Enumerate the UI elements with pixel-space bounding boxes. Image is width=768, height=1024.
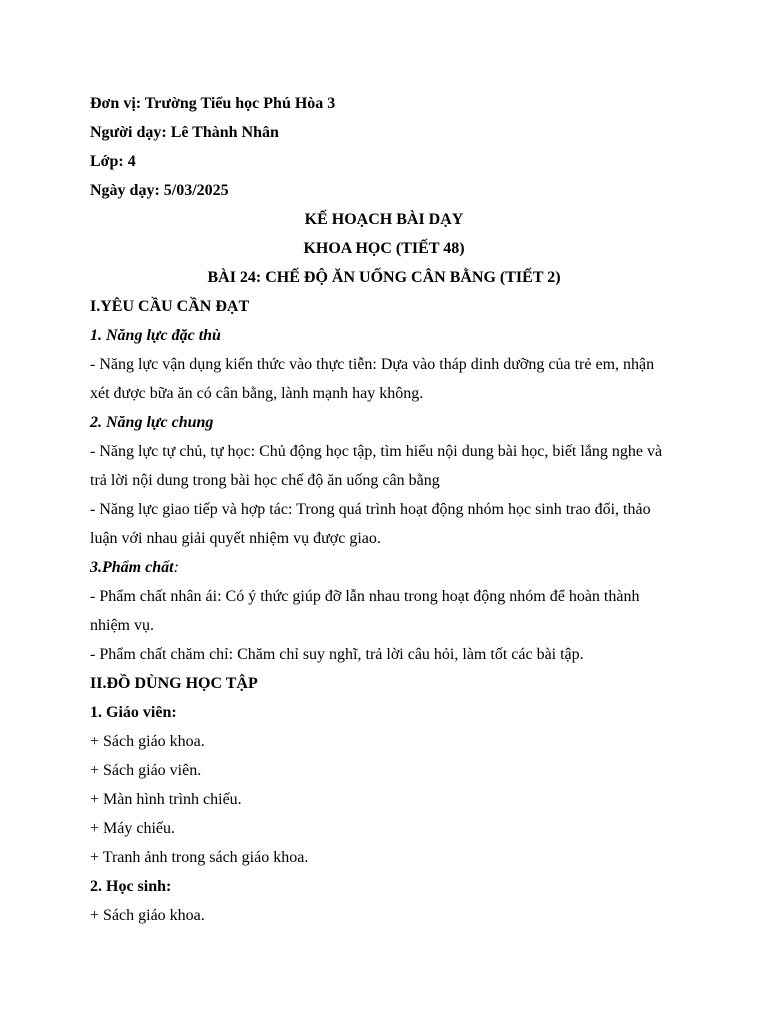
lesson-title: BÀI 24: CHẾ ĐỘ ĂN UỐNG CÂN BẰNG (TIẾT 2) (207, 269, 561, 286)
qualities-heading-text: 3.Phẩm chất (90, 559, 174, 576)
document-content (90, 89, 680, 930)
self-study-text-line-1: - Năng lực tự chủ, tự học: Chủ động học tập, tìm hiểu nội dung bài học, biết lắng nghe và (90, 443, 663, 460)
general-competency-heading: 2. Năng lực chung (90, 414, 214, 431)
school-unit: Đơn vị: Trường Tiểu học Phú Hòa 3 (90, 95, 336, 112)
teacher-material-item: + Sách giáo khoa. (90, 733, 205, 750)
specific-competency-heading: 1. Năng lực đặc thù (90, 327, 221, 344)
self-study-text-line-2: trả lời nội dung trong bài học chế độ ăn uống cân bằng (90, 472, 440, 489)
student-materials-heading: 2. Học sinh: (90, 878, 172, 895)
section-materials-heading: II.ĐỒ DÙNG HỌC TẬP (90, 675, 258, 692)
teacher-materials-heading: 1. Giáo viên: (90, 704, 177, 721)
grade: Lớp: 4 (90, 153, 136, 170)
qualities-heading-colon: : (173, 559, 179, 576)
qualities-heading (90, 553, 680, 582)
teacher-material-item: + Máy chiếu. (90, 820, 175, 837)
section-requirements-heading: I.YÊU CẦU CẦN ĐẠT (90, 298, 250, 315)
teacher-material-item: + Tranh ảnh trong sách giáo khoa. (90, 849, 309, 866)
kindness-text-line-2: nhiệm vụ. (90, 617, 154, 634)
kindness-text-line-1: - Phẩm chất nhân ái: Có ý thức giúp đỡ lẫn nhau trong hoạt động nhóm để hoàn thành (90, 588, 640, 605)
diligence-text-line-1: - Phẩm chất chăm chỉ: Chăm chỉ suy nghĩ, trả lời câu hỏi, làm tốt các bài tập. (90, 646, 584, 663)
teaching-date: Ngày dạy: 5/03/2025 (90, 182, 229, 199)
teacher-material-item: + Sách giáo viên. (90, 762, 202, 779)
subject-title: KHOA HỌC (TIẾT 48) (303, 240, 465, 257)
specific-competency-text-line-2: xét được bữa ăn có cân bằng, lành mạnh hay không. (90, 385, 424, 402)
plan-title: KẾ HOẠCH BÀI DẠY (304, 211, 464, 228)
cooperation-text-line-2: luận với nhau giải quyết nhiệm vụ được giao. (90, 530, 381, 547)
teacher-name: Người dạy: Lê Thành Nhân (90, 124, 279, 141)
specific-competency-text-line-1: - Năng lực vận dụng kiến thức vào thực tiễn: Dựa vào tháp dinh dưỡng của trẻ em, nhận (90, 356, 655, 373)
student-material-item: + Sách giáo khoa. (90, 907, 205, 924)
teacher-material-item: + Màn hình trình chiếu. (90, 791, 242, 808)
cooperation-text-line-1: - Năng lực giao tiếp và hợp tác: Trong quá trình hoạt động nhóm học sinh trao đổi, thảo (90, 501, 651, 518)
